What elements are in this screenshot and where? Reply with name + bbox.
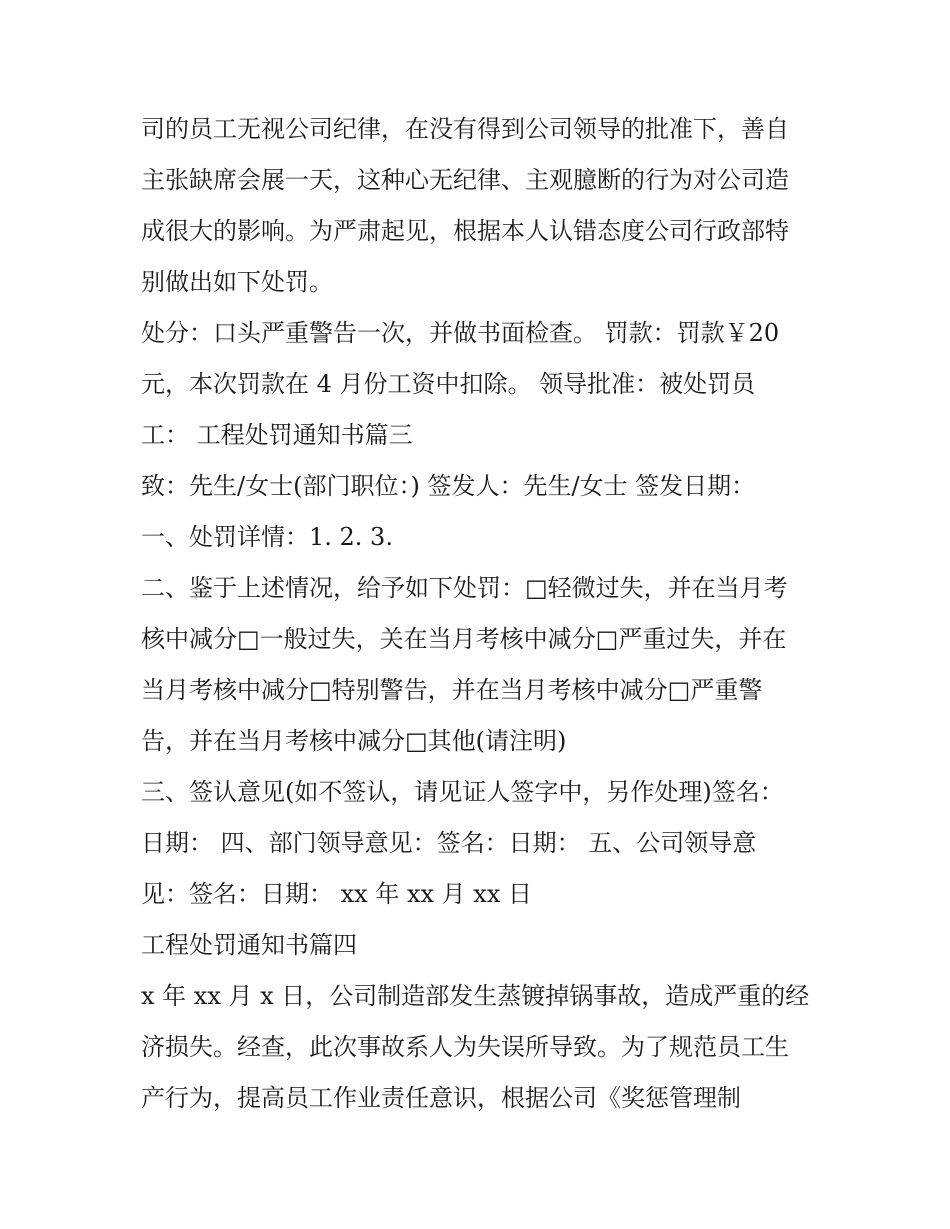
text-line: 主张缺席会展一天，这种心无纪律、主观臆断的行为对公司造 (141, 166, 789, 194)
text-line: 日期： 四、部门领导意见：签名：日期： 五、公司领导意 (141, 829, 757, 857)
text-line: x 年 xx 月 x 日，公司制造部发生蒸镀掉锅事故，造成严重的经 (141, 982, 810, 1010)
text-line: 一、处罚详情：1. 2. 3. (141, 523, 393, 551)
text-line: 济损失。经查，此次事故系人为失误所导致。为了规范员工生 (141, 1033, 789, 1061)
section-heading: 工程处罚通知书篇四 (141, 931, 357, 959)
document-body (141, 104, 821, 1124)
text-line: 元，本次罚款在 4 月份工资中扣除。 领导批准：被处罚员 (141, 370, 756, 398)
text-line: 产行为，提高员工作业责任意识，根据公司《奖惩管理制 (141, 1084, 741, 1112)
text-line: 告，并在当月考核中减分□其他(请注明) (141, 727, 567, 755)
text-line: 当月考核中减分□特别警告，并在当月考核中减分□严重警 (141, 676, 763, 704)
text-line: 别做出如下处罚。 (141, 268, 333, 296)
text-line: 二、鉴于上述情况，给予如下处罚：□轻微过失，并在当月考 (141, 574, 788, 602)
text-line: 成很大的影响。为严肃起见，根据本人认错态度公司行政部特 (141, 217, 789, 245)
text-line: 致：先生/女士(部门职位：) 签发人：先生/女士 签发日期： (141, 472, 756, 500)
text-line: 核中减分□一般过失，关在当月考核中减分□严重过失，并在 (141, 625, 787, 653)
text-line: 工： 工程处罚通知书篇三 (141, 421, 413, 449)
text-line: 处分：口头严重警告一次，并做书面检查。 罚款：罚款￥20 (141, 319, 780, 347)
text-line: 三、签认意见(如不签认，请见证人签字中，另作处理)签名： (141, 778, 784, 806)
text-line: 见：签名：日期： xx 年 xx 月 xx 日 (141, 880, 532, 908)
text-line: 司的员工无视公司纪律，在没有得到公司领导的批准下，善自 (141, 115, 789, 143)
